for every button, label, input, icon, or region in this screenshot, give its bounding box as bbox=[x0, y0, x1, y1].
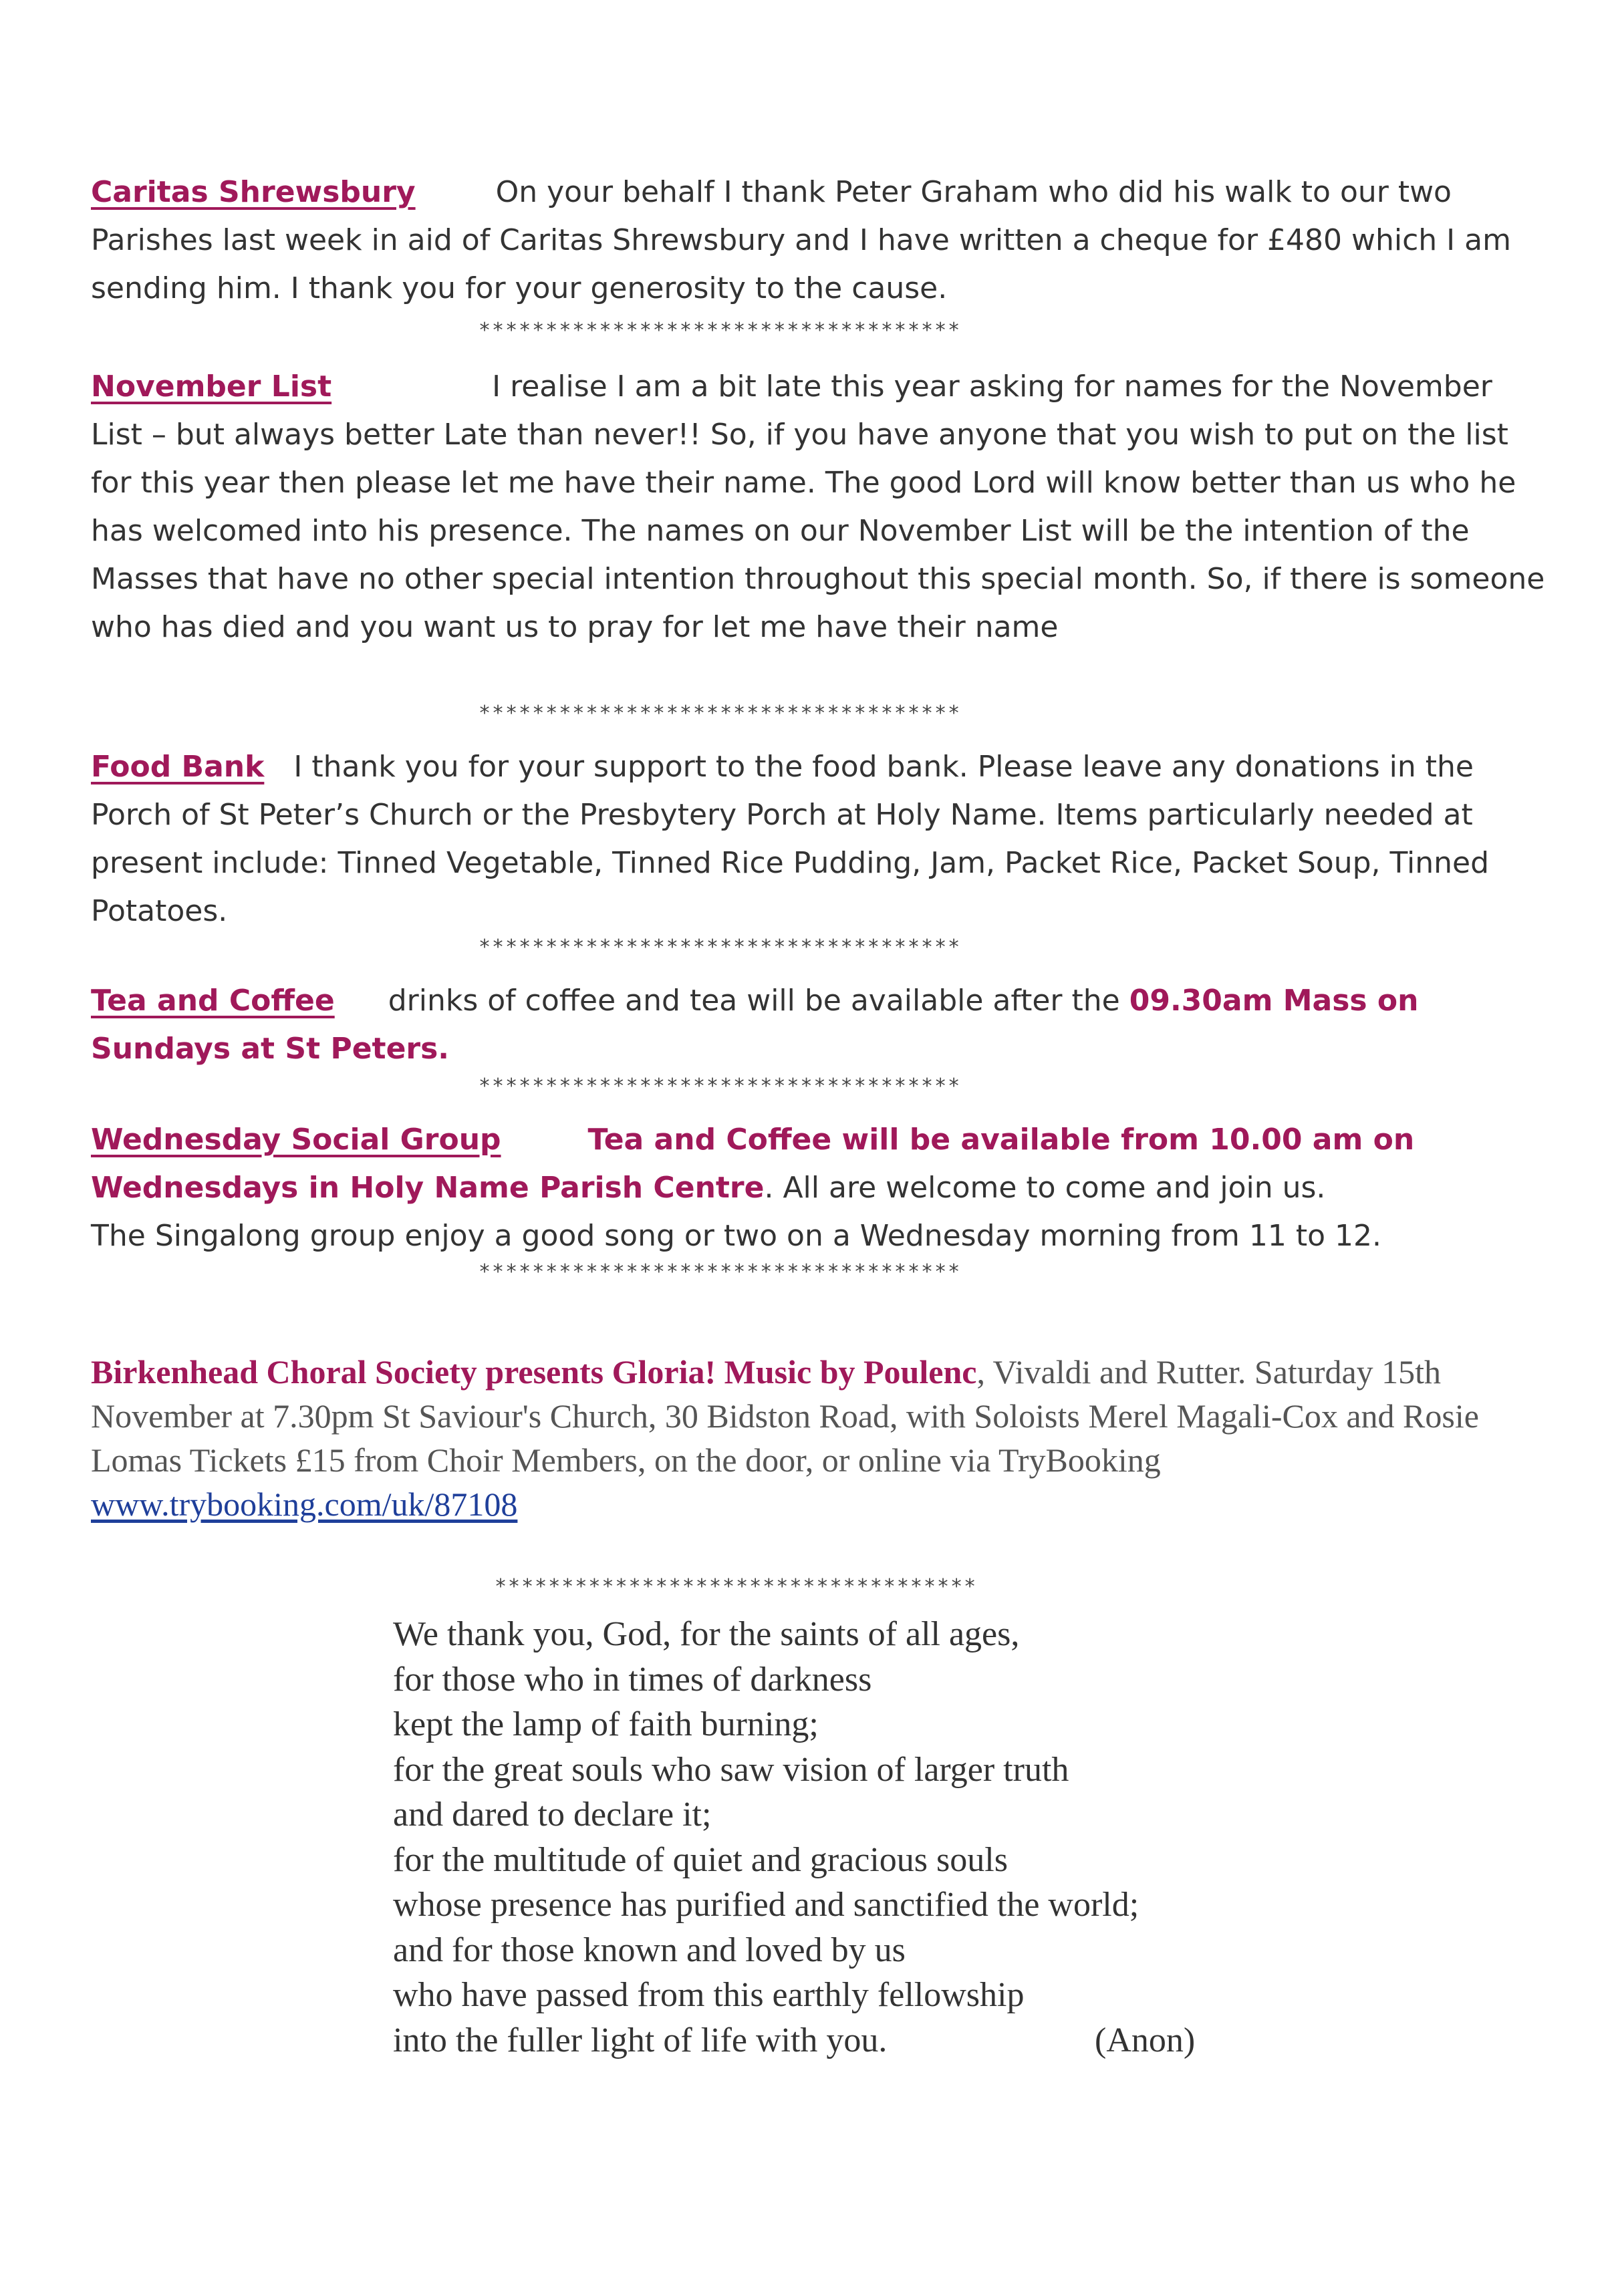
trybooking-link[interactable]: www.trybooking.com/uk/87108 bbox=[91, 1485, 518, 1523]
poem-attribution: (Anon) bbox=[1095, 2021, 1196, 2059]
choral-text: , Vivaldi and Rutter. Saturday 15th November at 7.30pm St Saviour's Church, 30 Bidston Road, with Soloists Merel Magali-Cox and Rosie Lomas Tickets £15 from Choir Members, on the door, or online via TryBooking bbox=[91, 1353, 1479, 1479]
tea-section bbox=[91, 977, 1548, 1073]
wednesday-text2: The Singalong group enjoy a good song or two on a Wednesday morning from 11 to 12. bbox=[91, 1219, 1381, 1253]
tea-text: drinks of coffee and tea will be available after the bbox=[388, 984, 1120, 1018]
wednesday-emphasis: Tea and Coffee will be available from 10.00 am on Wednesdays in Holy Name Parish Centre bbox=[91, 1123, 1415, 1205]
tea-emphasis: 09.30am Mass on Sundays at St Peters. bbox=[91, 984, 1419, 1066]
november-text: I realise I am a bit late this year asking for names for the November List – but always better Late than never!! So, if you have anyone that you wish to put on the list for this year then please let me have their name. The good Lord will know better than us who he has welcomed into his presence. The names on our November List will be the intention of the Masses that have no other special intention throughout this special month. So, if there is someone who has died and you want us to pray for let me have their name bbox=[91, 370, 1545, 644]
wednesday-section bbox=[91, 1116, 1548, 1260]
poem-line: for the great souls who saw vision of larger truth bbox=[393, 1750, 1069, 1789]
poem-line: We thank you, God, for the saints of all ages, bbox=[393, 1615, 1020, 1653]
caritas-heading: Caritas Shrewsbury bbox=[91, 175, 416, 209]
poem-last-line: into the fuller light of life with you. bbox=[393, 2021, 888, 2059]
poem-line: for those who in times of darkness bbox=[393, 1660, 872, 1699]
foodbank-heading: Food Bank bbox=[91, 750, 265, 784]
poem bbox=[393, 1612, 1329, 2063]
poem-line: for the multitude of quiet and gracious souls bbox=[393, 1840, 1008, 1879]
wednesday-heading: Wednesday Social Group bbox=[91, 1123, 501, 1157]
caritas-section bbox=[91, 168, 1548, 313]
poem-line bbox=[393, 2018, 1329, 2063]
separator: ************************************ bbox=[495, 1575, 978, 1598]
poem-line: kept the lamp of faith burning; bbox=[393, 1705, 819, 1743]
separator: ************************************ bbox=[479, 319, 962, 342]
caritas-text: On your behalf I thank Peter Graham who did his walk to our two Parishes last week in aid of Caritas Shrewsbury and I have written a cheque for £480 which I am sending him. I thank you for your generosity to the cause. bbox=[91, 175, 1511, 305]
poem-line: and dared to declare it; bbox=[393, 1796, 712, 1834]
poem-line: whose presence has purified and sanctified the world; bbox=[393, 1886, 1139, 1924]
choral-section bbox=[91, 1350, 1541, 1526]
tea-heading: Tea and Coffee bbox=[91, 984, 335, 1018]
november-section bbox=[91, 363, 1548, 652]
poem-line: who have passed from this earthly fellowship bbox=[393, 1976, 1025, 2014]
november-heading: November List bbox=[91, 370, 332, 404]
foodbank-text: I thank you for your support to the food bank. Please leave any donations in the Porch of St Peter’s Church or the Presbytery Porch at Holy Name. Items particularly needed at present include: Tinned Vegetable, Tinned Rice Pudding, Jam, Packet Rice, Packet Soup, Tinned Potatoes. bbox=[91, 750, 1490, 928]
separator: ************************************ bbox=[479, 1260, 962, 1284]
separator: ************************************ bbox=[479, 936, 962, 959]
foodbank-section bbox=[91, 743, 1548, 936]
wednesday-text: . All are welcome to come and join us. bbox=[764, 1171, 1326, 1205]
separator: ************************************ bbox=[479, 702, 962, 725]
poem-line: and for those known and loved by us bbox=[393, 1930, 906, 1969]
separator: ************************************ bbox=[479, 1074, 962, 1098]
choral-emphasis: Birkenhead Choral Society presents Gloria! Music by Poulenc bbox=[91, 1353, 977, 1391]
